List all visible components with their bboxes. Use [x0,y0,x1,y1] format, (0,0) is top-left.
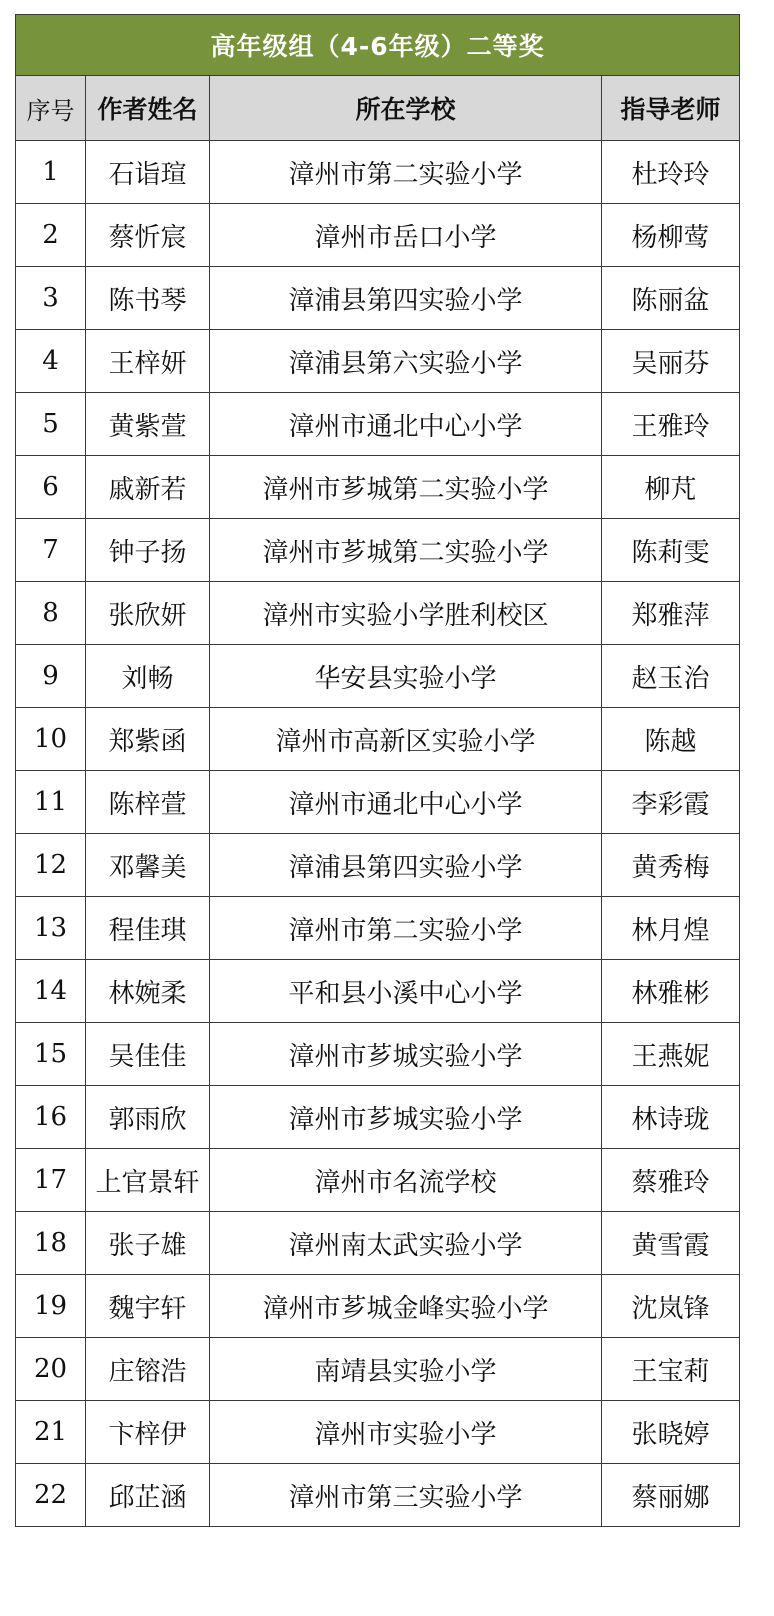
header-row [16,76,740,141]
row-number: 13 [16,897,86,960]
row-number: 3 [16,267,86,330]
table-row [16,897,740,960]
school-name: 南靖县实验小学 [210,1338,602,1401]
table-row [16,330,740,393]
table-row [16,1149,740,1212]
table-row [16,1275,740,1338]
author-name: 程佳琪 [86,897,210,960]
row-number: 21 [16,1401,86,1464]
author-name: 张子雄 [86,1212,210,1275]
row-number: 2 [16,204,86,267]
author-name: 张欣妍 [86,582,210,645]
school-name: 漳州市通北中心小学 [210,771,602,834]
teacher-name: 陈丽盆 [602,267,740,330]
school-name: 漳州市第二实验小学 [210,897,602,960]
row-number: 8 [16,582,86,645]
author-name: 陈梓萱 [86,771,210,834]
header-number: 序号 [16,76,86,141]
header-school: 所在学校 [210,76,602,141]
author-name: 蔡忻宸 [86,204,210,267]
table-title: 高年级组（4-6年级）二等奖 [16,15,740,76]
author-name: 王梓妍 [86,330,210,393]
row-number: 10 [16,708,86,771]
teacher-name: 柳芃 [602,456,740,519]
school-name: 漳州市名流学校 [210,1149,602,1212]
teacher-name: 郑雅萍 [602,582,740,645]
author-name: 林婉柔 [86,960,210,1023]
row-number: 1 [16,141,86,204]
teacher-name: 李彩霞 [602,771,740,834]
table-row [16,267,740,330]
teacher-name: 沈岚锋 [602,1275,740,1338]
row-number: 5 [16,393,86,456]
teacher-name: 王宝莉 [602,1338,740,1401]
school-name: 漳州市高新区实验小学 [210,708,602,771]
row-number: 17 [16,1149,86,1212]
teacher-name: 吴丽芬 [602,330,740,393]
award-list-sheet [15,14,739,1527]
author-name: 魏宇轩 [86,1275,210,1338]
author-name: 刘畅 [86,645,210,708]
author-name: 石诣瑄 [86,141,210,204]
teacher-name: 黄秀梅 [602,834,740,897]
author-name: 戚新若 [86,456,210,519]
teacher-name: 赵玉治 [602,645,740,708]
teacher-name: 陈越 [602,708,740,771]
school-name: 漳州市第三实验小学 [210,1464,602,1527]
author-name: 黄紫萱 [86,393,210,456]
teacher-name: 杜玲玲 [602,141,740,204]
row-number: 9 [16,645,86,708]
school-name: 漳州市芗城实验小学 [210,1023,602,1086]
author-name: 上官景轩 [86,1149,210,1212]
school-name: 漳州市芗城第二实验小学 [210,456,602,519]
row-number: 19 [16,1275,86,1338]
table-row [16,1086,740,1149]
table-row [16,1401,740,1464]
table-row [16,519,740,582]
teacher-name: 陈莉雯 [602,519,740,582]
teacher-name: 杨柳莺 [602,204,740,267]
row-number: 6 [16,456,86,519]
teacher-name: 林月煌 [602,897,740,960]
row-number: 15 [16,1023,86,1086]
school-name: 漳州市第二实验小学 [210,141,602,204]
table-row [16,834,740,897]
row-number: 11 [16,771,86,834]
table-row [16,393,740,456]
table-row [16,456,740,519]
table-row [16,1464,740,1527]
author-name: 郑紫函 [86,708,210,771]
table-row [16,141,740,204]
table-row [16,582,740,645]
school-name: 漳州市芗城金峰实验小学 [210,1275,602,1338]
teacher-name: 林诗珑 [602,1086,740,1149]
header-author-name: 作者姓名 [86,76,210,141]
teacher-name: 蔡丽娜 [602,1464,740,1527]
row-number: 12 [16,834,86,897]
table-row [16,645,740,708]
school-name: 漳州市岳口小学 [210,204,602,267]
teacher-name: 林雅彬 [602,960,740,1023]
author-name: 庄镕浩 [86,1338,210,1401]
teacher-name: 王雅玲 [602,393,740,456]
table-row [16,960,740,1023]
row-number: 16 [16,1086,86,1149]
author-name: 邱芷涵 [86,1464,210,1527]
table-body [16,141,740,1527]
school-name: 漳州市芗城实验小学 [210,1086,602,1149]
title-row [16,15,740,76]
table-row [16,1023,740,1086]
school-name: 漳州市芗城第二实验小学 [210,519,602,582]
author-name: 郭雨欣 [86,1086,210,1149]
author-name: 钟子扬 [86,519,210,582]
teacher-name: 张晓婷 [602,1401,740,1464]
teacher-name: 黄雪霞 [602,1212,740,1275]
school-name: 漳州南太武实验小学 [210,1212,602,1275]
school-name: 平和县小溪中心小学 [210,960,602,1023]
school-name: 漳浦县第四实验小学 [210,267,602,330]
row-number: 20 [16,1338,86,1401]
table-row [16,1338,740,1401]
author-name: 吴佳佳 [86,1023,210,1086]
table-row [16,204,740,267]
row-number: 7 [16,519,86,582]
row-number: 22 [16,1464,86,1527]
school-name: 漳州市通北中心小学 [210,393,602,456]
header-teacher: 指导老师 [602,76,740,141]
teacher-name: 王燕妮 [602,1023,740,1086]
table-row [16,708,740,771]
award-table [15,14,740,1527]
school-name: 漳州市实验小学胜利校区 [210,582,602,645]
table-row [16,1212,740,1275]
school-name: 漳浦县第四实验小学 [210,834,602,897]
author-name: 邓馨美 [86,834,210,897]
author-name: 卞梓伊 [86,1401,210,1464]
author-name: 陈书琴 [86,267,210,330]
school-name: 漳州市实验小学 [210,1401,602,1464]
row-number: 14 [16,960,86,1023]
table-row [16,771,740,834]
teacher-name: 蔡雅玲 [602,1149,740,1212]
school-name: 漳浦县第六实验小学 [210,330,602,393]
row-number: 4 [16,330,86,393]
row-number: 18 [16,1212,86,1275]
school-name: 华安县实验小学 [210,645,602,708]
